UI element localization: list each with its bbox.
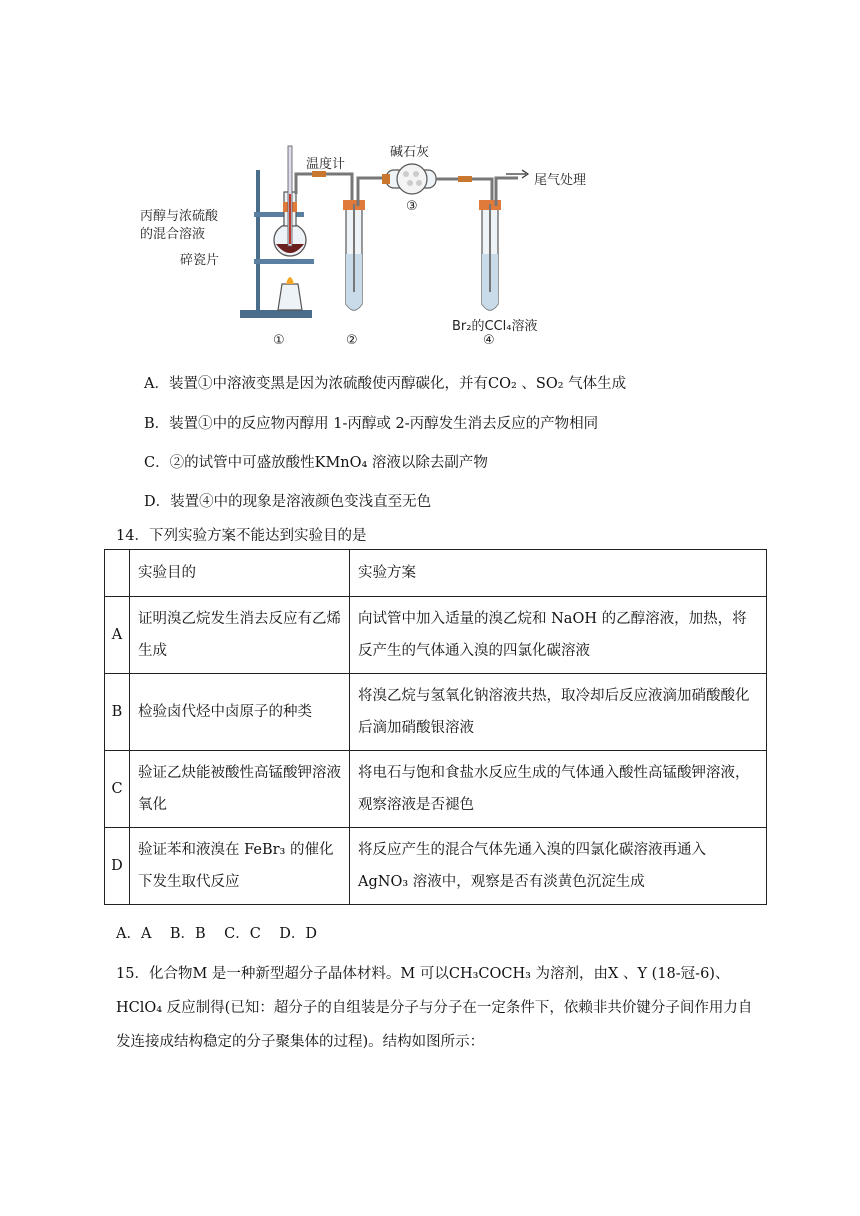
label-soda-lime: 碱石灰 — [390, 145, 430, 160]
q13-option-c — [144, 451, 488, 472]
row-plan: 将反应产生的混合气体先通入溴的四氯化碳溶液再通入 AgNO₃ 溶液中，观察是否有淡黄色沉淀生成 — [350, 828, 767, 905]
label-n2: ② — [346, 333, 358, 348]
option-text: 装置④中的现象是溶液颜色变浅直至无色 — [170, 494, 432, 510]
option-letter: C． — [144, 455, 170, 471]
label-thermometer: 温度计 — [306, 157, 346, 172]
table-header-row — [105, 550, 767, 597]
row-plan: 将溴乙烷与氢氧化钠溶液共热，取冷却后反应液滴加硝酸酸化后滴加硝酸银溶液 — [350, 674, 767, 751]
table-header-cell: 实验方案 — [350, 550, 767, 597]
label-n4: ④ — [483, 333, 495, 348]
q13-option-b — [144, 412, 598, 433]
experiment-table — [104, 549, 767, 905]
alcohol-lamp — [278, 284, 302, 310]
label-mixture-1: 丙醇与浓硫酸 — [140, 209, 219, 224]
label-n1: ① — [273, 333, 285, 348]
label-exhaust: 尾气处理 — [534, 173, 587, 188]
row-letter: C — [105, 751, 130, 828]
apparatus-figure — [140, 134, 620, 350]
q14-stem: 14．下列实验方案不能达到实验目的是 — [116, 528, 367, 544]
stand-rod — [256, 170, 260, 312]
ring — [254, 259, 314, 264]
option-letter: B． — [144, 416, 170, 432]
option-letter: D． — [144, 494, 171, 510]
row-purpose: 证明溴乙烷发生消去反应有乙烯生成 — [130, 597, 350, 674]
option-text: 装置①中的反应物丙醇用 1-丙醇或 2-丙醇发生消去反应的产物相同 — [169, 416, 599, 432]
label-br2-solution: Br₂的CCl₄溶液 — [452, 319, 538, 334]
row-purpose: 检验卤代烃中卤原子的种类 — [130, 674, 350, 751]
stand-base — [240, 310, 312, 318]
table-row — [105, 828, 767, 905]
row-letter: B — [105, 674, 130, 751]
label-chips: 碎瓷片 — [180, 253, 220, 268]
label-n3: ③ — [406, 199, 418, 214]
table-row — [105, 674, 767, 751]
row-plan: 向试管中加入适量的溴乙烷和 NaOH 的乙醇溶液，加热，将反产生的气体通入溴的四氯化碳溶液 — [350, 597, 767, 674]
option-letter: A． — [144, 376, 169, 392]
option-text: ②的试管中可盛放酸性KMnO₄ 溶液以除去副产物 — [169, 455, 488, 471]
table-header-cell — [105, 550, 130, 597]
table-header-cell: 实验目的 — [130, 550, 350, 597]
table-row — [105, 597, 767, 674]
label-mixture-2: 的混合溶液 — [140, 227, 206, 242]
q14-answer-choices: A．A B．B C．C D．D — [116, 926, 318, 942]
row-purpose: 验证乙炔能被酸性高锰酸钾溶液氧化 — [130, 751, 350, 828]
row-letter: D — [105, 828, 130, 905]
row-letter: A — [105, 597, 130, 674]
q15-text: 15．化合物M 是一种新型超分子晶体材料。M 可以CH₃COCH₃ 为溶剂，由X 、Y (18-冠-6)、HClO₄ 反应制得(已知：超分子的自组装是分子与分子在一定条件下，依赖非共价键分子间作用力自发连接成结构稳定的分子聚集体的过程)。结构如图所示： — [116, 966, 753, 1050]
q13-option-d — [144, 490, 431, 511]
q13-option-a — [144, 372, 626, 393]
row-purpose: 验证苯和液溴在 FeBr₃ 的催化下发生取代反应 — [130, 828, 350, 905]
option-text: 装置①中溶液变黑是因为浓硫酸使丙醇碳化，并有CO₂ 、SO₂ 气体生成 — [168, 376, 627, 392]
table-row — [105, 751, 767, 828]
row-plan: 将电石与饱和食盐水反应生成的气体通入酸性高锰酸钾溶液，观察溶液是否褪色 — [350, 751, 767, 828]
